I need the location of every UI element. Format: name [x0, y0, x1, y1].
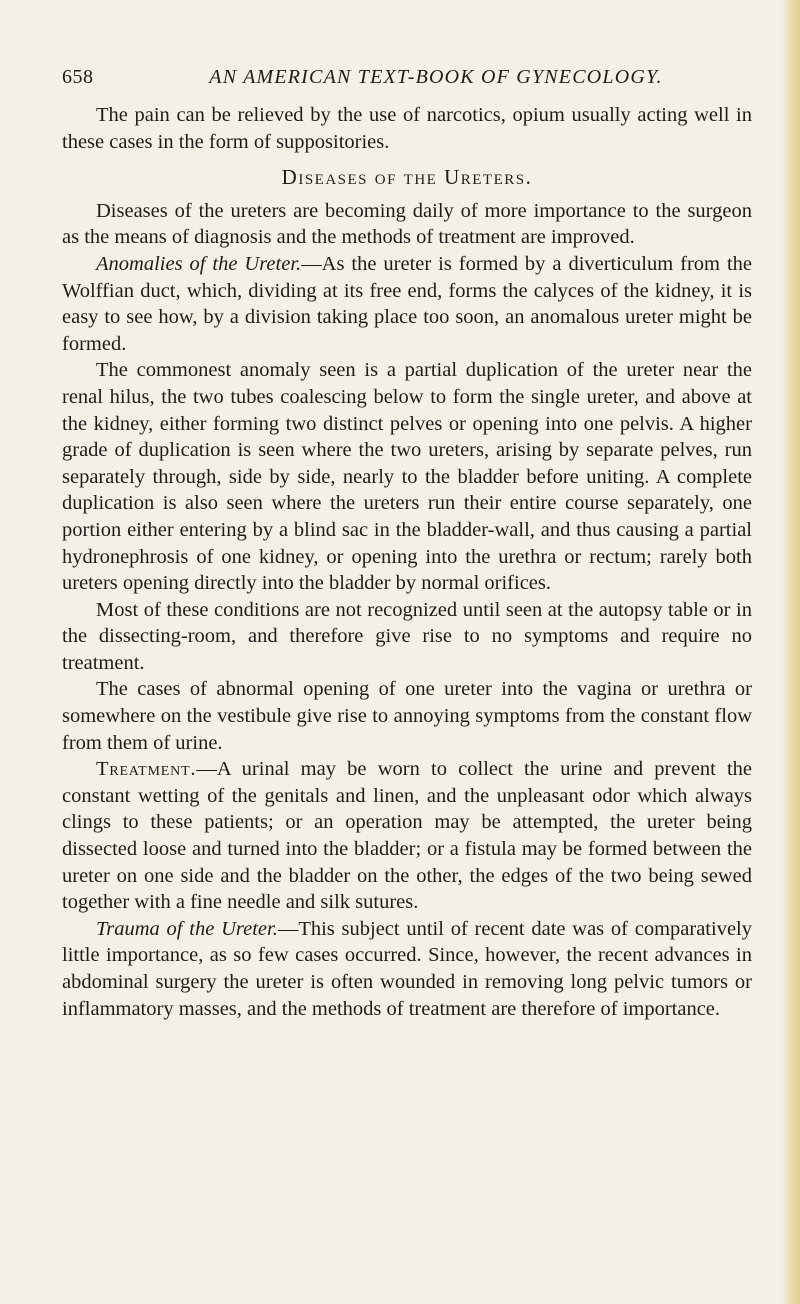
treatment-run-in-title: Treatment.	[96, 758, 197, 781]
paragraph-autopsy: Most of these conditions are not recognized until seen at the autopsy table or in the dissecting-room, and therefore give rise to no symptoms and require no treatment.	[62, 598, 752, 674]
paragraph-abnormal-opening: The cases of abnormal opening of one ureter into the vagina or urethra or somewhere on the vestibule give rise to annoying symptoms from the constant flow from them of urine.	[62, 678, 752, 754]
paragraph-trauma	[62, 916, 752, 1022]
trauma-text: —This subject until of recent date was of comparatively little importance, as so few cases occurred. Since, however, the recent advances in abdominal surgery the ureter is often wounded in removing long pelvic tumors or inflammatory masses, and the methods of treatment are therefore of importance.	[62, 917, 752, 1020]
paragraph-narcotics: The pain can be relieved by the use of narcotics, opium usually acting well in these cases in the form of suppositories.	[62, 104, 752, 153]
page-edge	[782, 0, 800, 1304]
running-head	[62, 66, 752, 96]
paragraph-anomalies	[62, 251, 752, 357]
treatment-text: —A urinal may be worn to collect the urine and prevent the constant wetting of the genitals and linen, and the unpleasant odor which always clings to these patients; or an operation may be attempted, the ureter being dissected loose and turned into the bladder; or a fistula may be formed between the ureter on one side and the bladder on the other, the edges of the two being sewed together with a fine needle and silk sutures.	[62, 758, 752, 914]
page-number: 658	[62, 66, 94, 88]
anomalies-text: —As the ureter is formed by a diverticulum from the Wolffian duct, which, dividing at its free end, forms the calyces of the kidney, it is easy to see how, by a division taking place too soon, an anomalous ureter might be formed.	[62, 252, 752, 355]
trauma-run-in-title: Trauma of the Ureter.	[96, 917, 278, 940]
section-heading: Diseases of the Ureters.	[281, 165, 533, 190]
anomalies-run-in-title: Anomalies of the Ureter.	[96, 252, 302, 275]
page-body	[62, 102, 752, 1022]
paragraph-duplication: The commonest anomaly seen is a partial duplication of the ureter near the renal hilus, the two tubes coalescing below to form the single ureter, and above at the kidney, either forming two distinct pelves or opening into one pelvis. A higher grade of duplication is seen where the two ureters, arising by separate pelves, run separately through, side by side, nearly to the bladder before uniting. A complete duplication is also seen where the ureters run their entire course separately, one portion either entering by a blind sac in the bladder-wall, and thus causing a partial hydronephrosis of one kidney, or opening into the urethra or rectum; rarely both ureters opening directly into the bladder by normal orifices.	[62, 359, 752, 595]
paragraph-treatment	[62, 756, 752, 916]
paragraph-section-intro: Diseases of the ureters are becoming daily of more importance to the surgeon as the means of diagnosis and the methods of treatment are improved.	[62, 199, 752, 249]
book-title: AN AMERICAN TEXT-BOOK OF GYNECOLOGY.	[209, 66, 663, 88]
